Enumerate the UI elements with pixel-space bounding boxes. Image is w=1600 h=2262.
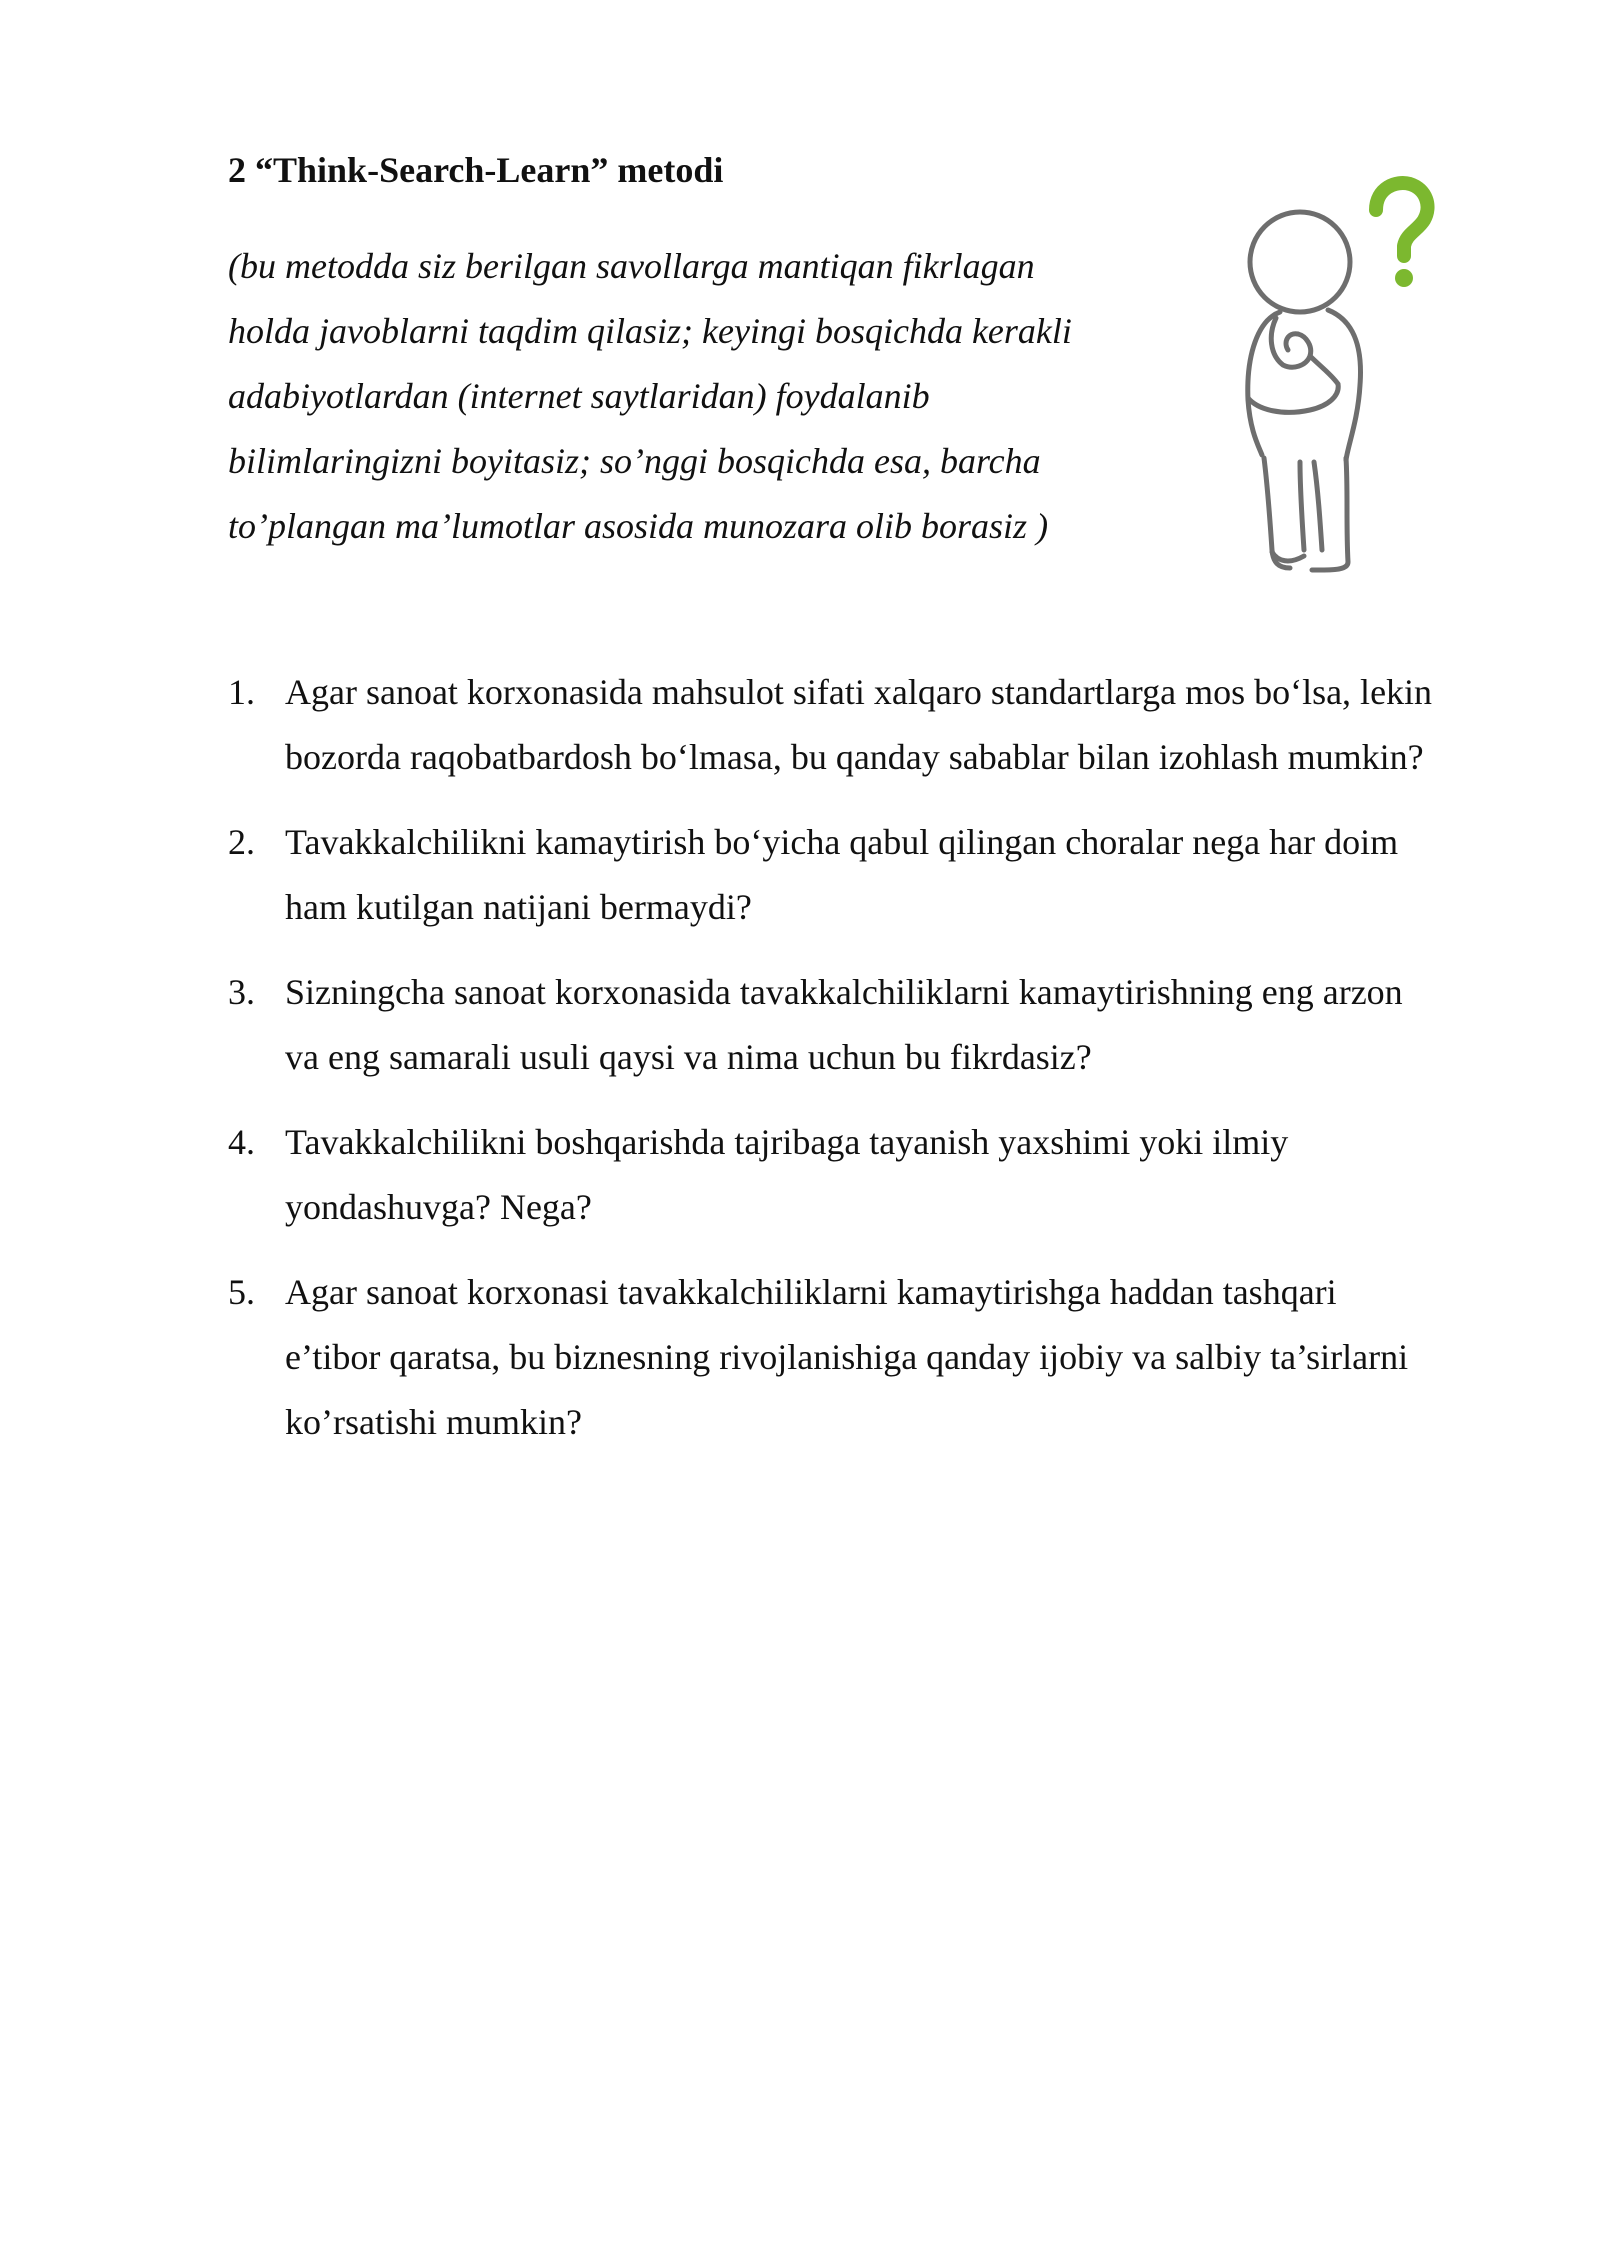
thinking-person-question-icon: [1228, 170, 1438, 590]
question-text-line: Tavakkalchilikni boshqarishda tajribaga tayanish yaxshimi yoki ilmiy: [285, 1122, 1289, 1162]
question-item: [228, 1110, 1488, 1240]
question-mark-icon: [1376, 183, 1428, 287]
question-text-line: ko’rsatishi mumkin?: [285, 1402, 582, 1442]
question-text-line: yondashuvga? Nega?: [285, 1187, 592, 1227]
intro-line: adabiyotlardan (internet saytlaridan) foydalanib: [228, 376, 930, 416]
intro-line: (bu metodda siz berilgan savollarga mantiqan fikrlagan: [228, 246, 1035, 286]
question-item: [228, 810, 1488, 940]
method-description: [228, 234, 1168, 559]
questions-list: [228, 660, 1488, 1475]
question-text-line: Sizningcha sanoat korxonasida tavakkalchiliklarni kamaytirishning eng arzon: [285, 972, 1403, 1012]
question-text-line: Agar sanoat korxonasida mahsulot sifati xalqaro standartlarga mos bo‘lsa, lekin: [285, 672, 1433, 712]
intro-line: holda javoblarni taqdim qilasiz; keyingi bosqichda kerakli: [228, 311, 1072, 351]
question-text-line: Tavakkalchilikni kamaytirish bo‘yicha qabul qilingan choralar nega har doim: [285, 822, 1399, 862]
question-text-line: bozorda raqobatbardosh bo‘lmasa, bu qanday sabablar bilan izohlash mumkin?: [285, 737, 1424, 777]
question-item: [228, 960, 1488, 1090]
question-text-line: Agar sanoat korxonasi tavakkalchiliklarni kamaytirishga haddan tashqari: [285, 1272, 1337, 1312]
intro-line: to’plangan ma’lumotlar asosida munozara olib borasiz ): [228, 506, 1049, 546]
question-text-line: va eng samarali usuli qaysi va nima uchun bu fikrdasiz?: [285, 1037, 1092, 1077]
question-item: [228, 1260, 1488, 1455]
question-item: [228, 660, 1488, 790]
question-number: 1.: [228, 672, 255, 712]
question-text-line: ham kutilgan natijani bermaydi?: [285, 887, 752, 927]
question-number: 2.: [228, 822, 255, 862]
question-number: 4.: [228, 1122, 255, 1162]
section-heading: 2 “Think-Search-Learn” metodi: [228, 150, 724, 190]
question-number: 5.: [228, 1272, 255, 1312]
question-number: 3.: [228, 972, 255, 1012]
intro-line: bilimlaringizni boyitasiz; so’nggi bosqichda esa, barcha: [228, 441, 1041, 481]
question-text-line: e’tibor qaratsa, bu biznesning rivojlanishiga qanday ijobiy va salbiy ta’sirlarni: [285, 1337, 1409, 1377]
